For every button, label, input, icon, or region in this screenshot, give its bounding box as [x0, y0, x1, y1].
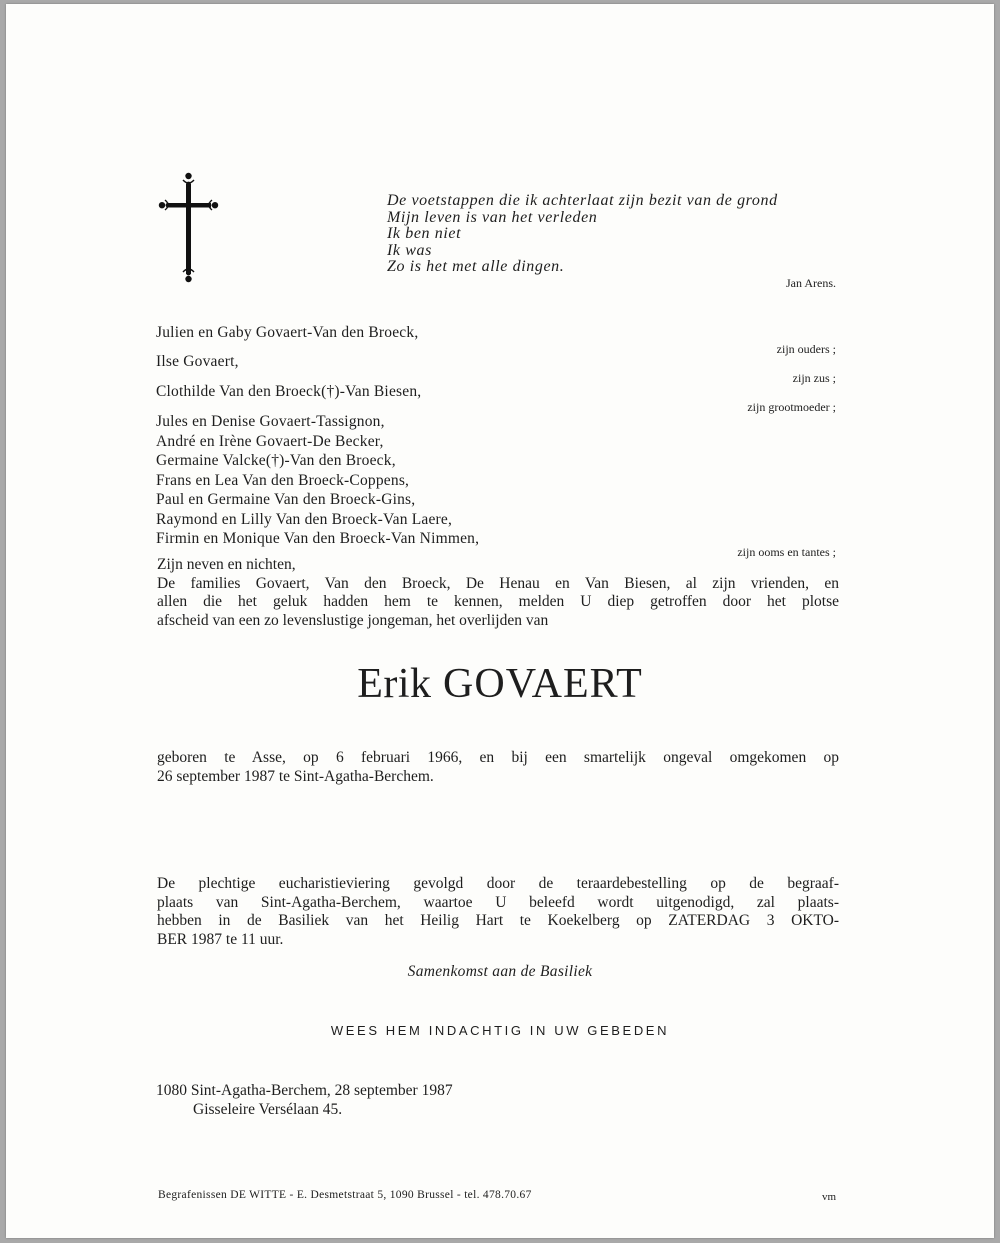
gathering-note: Samenkomst aan de Basiliek: [407, 963, 593, 980]
deceased-first-name: Erik: [357, 661, 432, 707]
deceased-last-name: GOVAERT: [443, 661, 643, 707]
birth-death-paragraph: [157, 749, 839, 786]
family-parents: Julien en Gaby Govaert-Van den Broeck,: [156, 324, 419, 341]
announcement-line: allen die het geluk hadden hem te kennen, melden U diep getroffen door het plotse: [157, 593, 839, 610]
list-item: Paul en Germaine Van den Broeck-Gins,: [156, 491, 416, 508]
list-item: Germaine Valcke(†)-Van den Broeck,: [156, 452, 396, 469]
family-grandmother: Clothilde Van den Broeck(†)-Van Biesen,: [156, 383, 422, 400]
announcement-line: Zijn neven en nichten,: [157, 556, 296, 573]
deceased-name: [0, 660, 1000, 708]
list-item: Jules en Denise Govaert-Tassignon,: [156, 413, 385, 430]
cross-icon: [157, 170, 221, 285]
uncles-aunts-list: [156, 412, 479, 549]
relation-parents: zijn ouders ;: [776, 342, 836, 356]
announcement-line: De families Govaert, Van den Broeck, De Henau en Van Biesen, al zijn vrienden, en: [157, 574, 839, 592]
list-item: Firmin en Monique Van den Broeck-Van Nimmen,: [156, 530, 480, 547]
poem-line: Mijn leven is van het verleden: [387, 208, 598, 226]
relation-uncles-aunts: zijn ooms en tantes ;: [737, 545, 836, 559]
poem-line: Ik ben niet: [387, 225, 462, 243]
ceremony-line: BER 1987 te 11 uur.: [157, 930, 284, 948]
address-place-date: 1080 Sint-Agatha-Berchem, 28 september 1987: [156, 1082, 453, 1099]
relation-sister: zijn zus ;: [792, 371, 836, 385]
poem-line: Zo is het met alle dingen.: [387, 258, 565, 276]
poem-line: De voetstappen die ik achterlaat zijn bezit van de grond: [387, 192, 778, 209]
list-item: André en Irène Govaert-De Becker,: [156, 432, 384, 450]
announcement-paragraph: [157, 556, 839, 630]
poem: [387, 193, 778, 276]
family-sister: Ilse Govaert,: [156, 353, 239, 370]
ceremony-line: hebben in de Basiliek van het Heilig Hart te Koekelberg op ZATERDAG 3 OKTO-: [157, 912, 839, 929]
poem-line: Ik was: [387, 241, 432, 259]
address-street: Gisseleire Versélaan 45.: [193, 1101, 343, 1118]
poem-author: Jan Arens.: [786, 276, 836, 290]
birth-death-line: geboren te Asse, op 6 februari 1966, en bij een smartelijk ongeval omgekomen op: [157, 749, 839, 766]
funeral-home-footer: Begrafenissen DE WITTE - E. Desmetstraat 5, 1090 Brussel - tel. 478.70.67: [158, 1189, 532, 1201]
relation-grandmother: zijn grootmoeder ;: [747, 400, 836, 414]
printer-mark: vm: [822, 1191, 837, 1203]
birth-death-line: 26 september 1987 te Sint-Agatha-Berchem.: [157, 767, 434, 785]
ceremony-line: De plechtige eucharistieviering gevolgd door de teraardebestelling op de begraaf-: [157, 875, 839, 892]
prayer-line: WEES HEM INDACHTIG IN UW GEBEDEN: [330, 1023, 670, 1038]
list-item: Frans en Lea Van den Broeck-Coppens,: [156, 471, 410, 489]
list-item: Raymond en Lilly Van den Broeck-Van Laere,: [156, 510, 453, 528]
announcement-line: afscheid van een zo levenslustige jongeman, het overlijden van: [157, 611, 549, 629]
ceremony-line: plaats van Sint-Agatha-Berchem, waartoe U beleefd wordt uitgenodigd, zal plaats-: [157, 893, 839, 911]
ceremony-paragraph: [157, 875, 839, 949]
